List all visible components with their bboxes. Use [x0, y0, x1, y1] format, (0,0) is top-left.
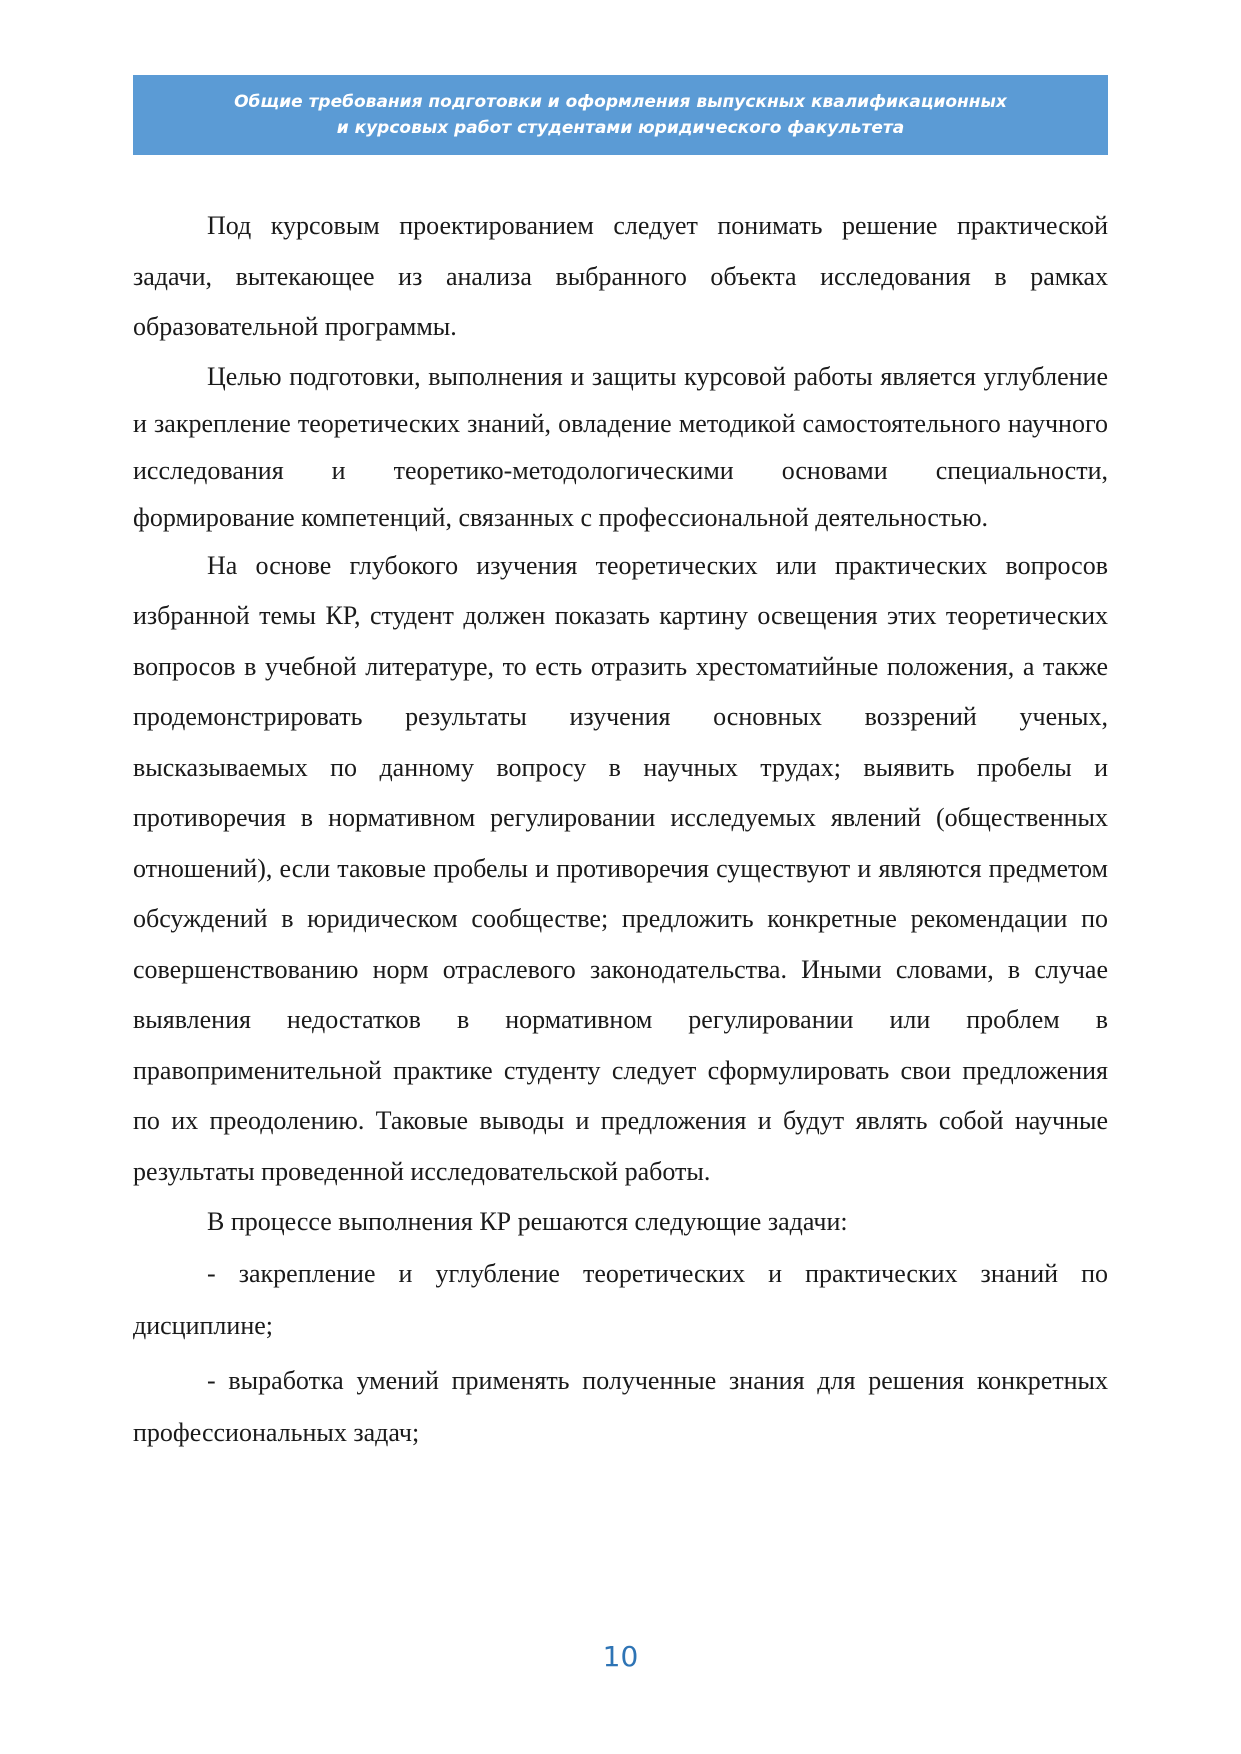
paragraph-purpose: Целью подготовки, выполнения и защиты курсовой работы является углубление и закрепление теоретических знаний, овладение методикой самостоятельного научного исследования и теоретико-методологическими основами специальности, формирование компетенций, связанных с профессиональной деятельностью.	[133, 361, 1108, 532]
header-title-line-1: Общие требования подготовки и оформления выпускных квалификационных	[234, 92, 1007, 112]
list-item-task-2: - выработка умений применять полученные знания для решения конкретных профессиональных задач;	[133, 1365, 1108, 1447]
page-number: 10	[602, 1640, 639, 1673]
list-item-task-1: - закрепление и углубление теоретических и практических знаний по дисциплине;	[133, 1258, 1108, 1340]
paragraph-definition: Под курсовым проектированием следует понимать решение практической задачи, вытекающее из анализа выбранного объекта исследования в рамках образовательной программы.	[133, 211, 1108, 341]
paragraph-requirements: На основе глубокого изучения теоретических или практических вопросов избранной темы КР, студент должен показать картину освещения этих теоретических вопросов в учебной литературе, то есть отразить хрестоматийные положения, а также продемонстрировать результаты изучения основных воззрений ученых, высказываемых по данному вопросу в научных трудах; выявить пробелы и противоречия в нормативном регулировании исследуемых явлений (общественных отношений), если таковые пробелы и противоречия существуют и являются предметом обсуждений в юридическом сообществе; предложить конкретные рекомендации по совершенствованию норм отраслевого законодательства. Иными словами, в случае выявления недостатков в нормативном регулировании или проблем в правоприменительной практике студенту следует сформулировать свои предложения по их преодолению. Таковые выводы и предложения и будут являть собой научные результаты проведенной исследовательской работы.	[133, 550, 1108, 1186]
header-title-line-2: и курсовых работ студентами юридического факультета	[336, 118, 905, 138]
document-header-banner	[133, 75, 1108, 155]
paragraph-tasks-intro: В процессе выполнения КР решаются следующие задачи:	[207, 1207, 848, 1236]
document-body	[133, 201, 1108, 1462]
